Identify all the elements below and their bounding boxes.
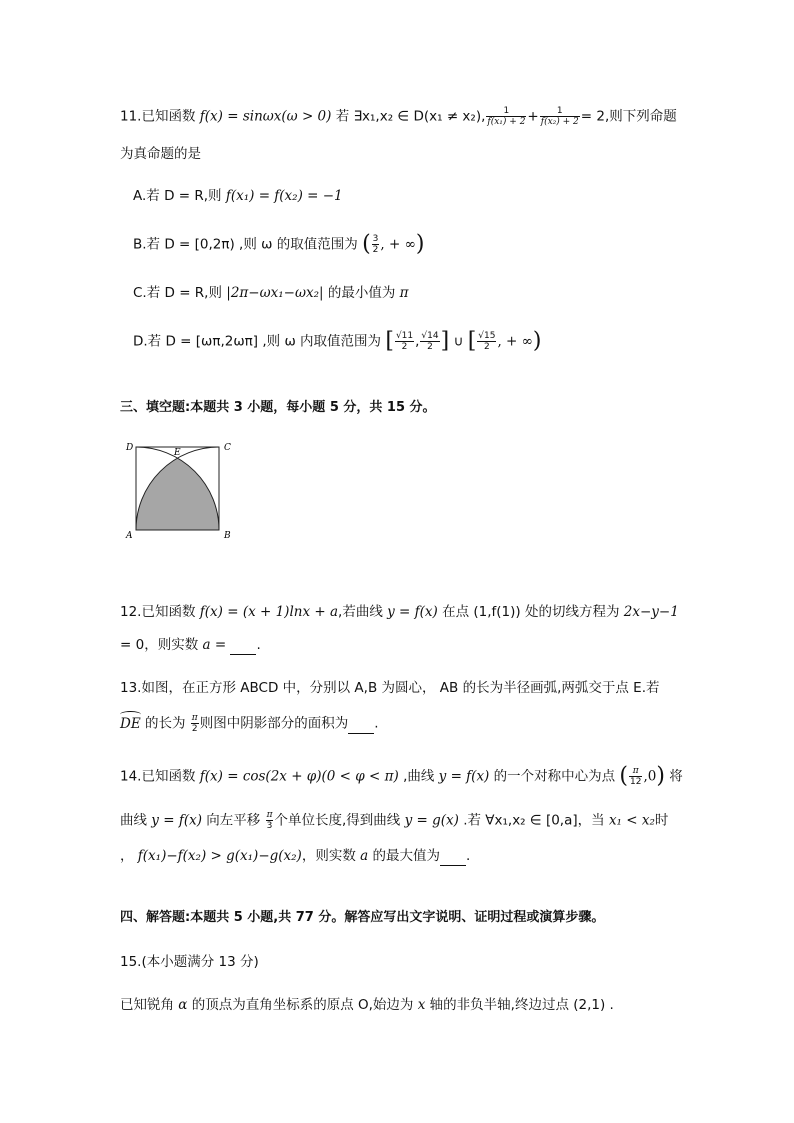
- fraction: $\frac{1}{\text{f(x₂) + 2}}$: [540, 106, 579, 127]
- point-a-label: A: [126, 531, 133, 541]
- q12-line2: = 0，则实数 a = .: [120, 637, 261, 653]
- square-arcs-figure: [120, 437, 240, 545]
- point-e-label: E: [174, 448, 181, 458]
- q11-stem-line1: 11.已知函数 f(x) = sinωx(ω > 0) 若 ∃x₁,x₂ ∈ D(x₁ ≠ x₂), $\frac{1}{\text{f(x₁) + 2}}$ + $\frac{1}{\text{f(x₂) + 2}}$ = 2,则下列命题: [120, 106, 677, 127]
- q14-line2: 曲线 y = f(x) 向左平移 $\frac{\pi}{3}$ 个单位长度,得到曲线 y = g(x) .若 ∀x₁,x₂ ∈ [0,a]，当 x₁ < x₂时: [120, 810, 669, 831]
- q11-option-a: A.若 D = R,则 f(x₁) = f(x₂) = −1: [133, 188, 343, 204]
- q15-body: 已知锐角 α 的顶点为直角坐标系的原点 O,始边为 x 轴的非负半轴,终边过点 (2,1) .: [120, 997, 614, 1013]
- q13-line1: 13.如图，在正方形 ABCD 中，分别以 A,B 为圆心， AB 的长为半径画弧,两弧交于点 E.若: [120, 680, 660, 696]
- answer-blank[interactable]: [348, 719, 374, 734]
- q11-number: 11.: [120, 108, 142, 125]
- q14-line1: 14.已知函数 f(x) = cos(2x + φ)(0 < φ < π) ,曲线 y = f(x) 的一个对称中心为点 ( $\frac{\pi}{12}$ ,0) 将: [120, 763, 683, 789]
- q12-line1: 12.已知函数 f(x) = (x + 1)lnx + a,若曲线 y = f(x) 在点 (1,f(1)) 处的切线方程为 2x−y−1: [120, 604, 679, 620]
- section-heading-solutions: 四、解答题:本题共 5 小题,共 77 分。解答应写出文字说明、证明过程或演算步骤。: [120, 910, 605, 925]
- section-heading-fill-in: 三、填空题:本题共 3 小题，每小题 5 分，共 15 分。: [120, 400, 436, 415]
- arc-de: DE: [120, 715, 141, 732]
- shaded-region: [136, 458, 219, 530]
- answer-blank[interactable]: [440, 851, 466, 866]
- q14-line3: ， f(x₁)−f(x₂) > g(x₁)−g(x₂)，则实数 a 的最大值为 .: [120, 848, 471, 864]
- point-c-label: C: [224, 443, 231, 453]
- q11-option-b: B.若 D = [0,2π) ,则 ω 的取值范围为 ( $\frac{3}{2}$ , + ∞): [133, 231, 425, 257]
- point-b-label: B: [224, 531, 231, 541]
- answer-blank[interactable]: [230, 640, 256, 655]
- q11-stem-line2: 为真命题的是: [120, 146, 201, 162]
- q15-title: 15.(本小题满分 13 分): [120, 954, 259, 970]
- q11-option-d: D.若 D = [ωπ,2ωπ] ,则 ω 内取值范围为 [ $\frac{√11}{2}$ , $\frac{√14}{2}$ ] ∪ [ $\frac{√15}{2}$ , + ∞): [133, 328, 542, 354]
- fraction: $\frac{1}{\text{f(x₁) + 2}}$: [487, 106, 526, 127]
- point-d-label: D: [126, 443, 134, 453]
- q13-line2: DE 的长为 $\frac{\pi}{2}$ 则图中阴影部分的面积为 .: [120, 713, 379, 734]
- q11-option-c: C.若 D = R,则 |2π−ωx₁−ωx₂| 的最小值为 π: [133, 285, 409, 301]
